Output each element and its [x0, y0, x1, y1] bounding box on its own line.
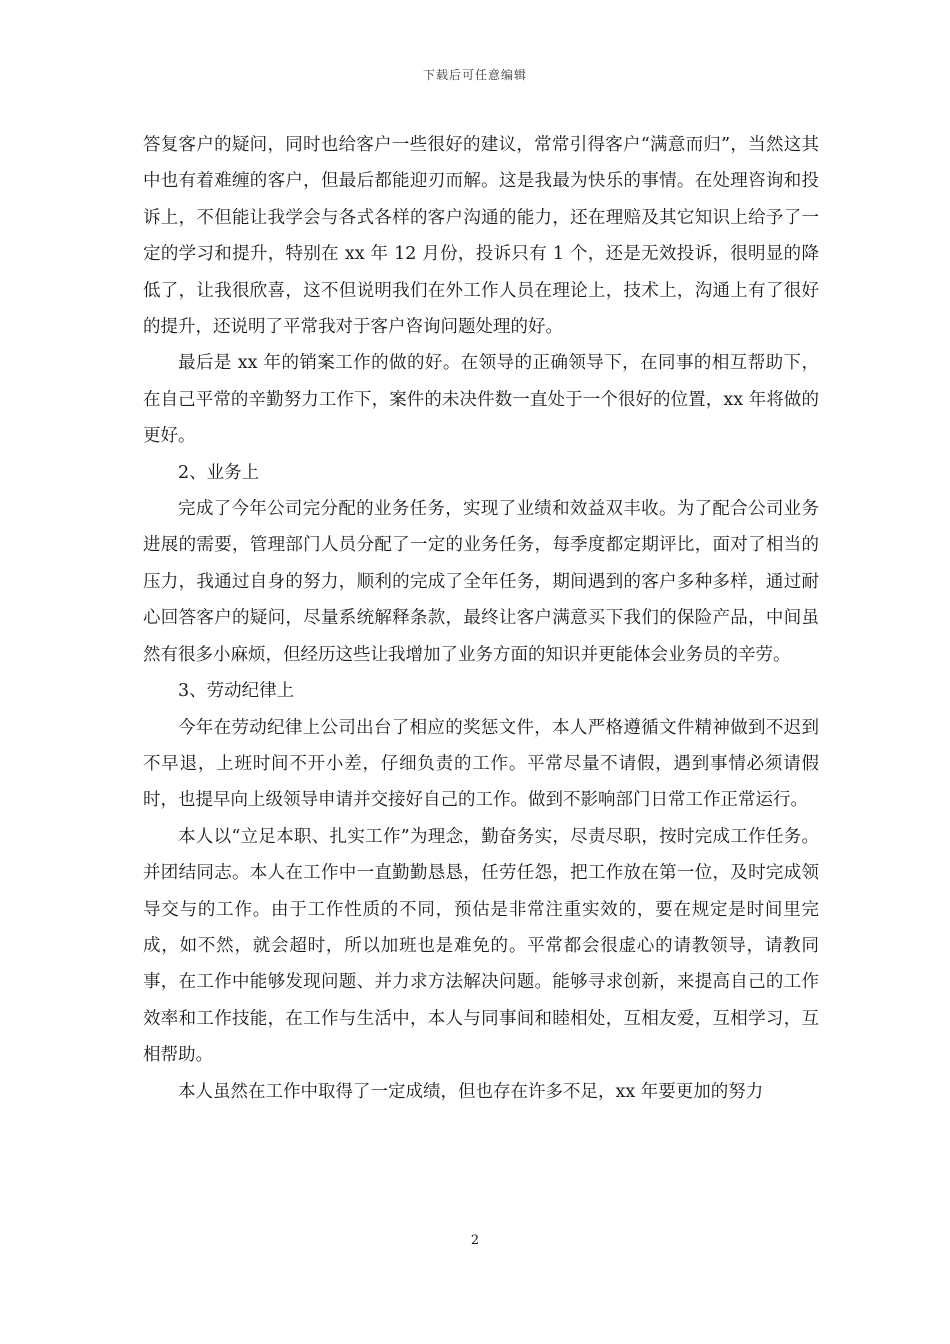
- paragraph-business: 完成了今年公司完分配的业务任务，实现了业绩和效益双丰收。为了配合公司业务进展的需要，管理部门人员分配了一定的业务任务，每季度都定期评比，面对了相当的压力，我通过自身的努力，顺利的完成了全年任务，期间遇到的客户多种多样，通过耐心回答客户的疑问，尽量系统解释条款，最终让客户满意买下我们的保险产品，中间虽然有很多小麻烦，但经历这些让我增加了业务方面的知识并更能体会业务员的辛劳。: [143, 499, 819, 665]
- document-body: [143, 127, 819, 1110]
- paragraph-case-closing: 最后是 xx 年的销案工作的做的好。在领导的正确领导下，在同事的相互帮助下，在自己平常的辛勤努力工作下，案件的未决件数一直处于一个很好的位置，xx 年将做的更好。: [143, 353, 819, 447]
- paragraph-work-attitude: 本人以“立足本职、扎实工作”为理念，勤奋务实，尽责尽职，按时完成工作任务。并团结同志。本人在工作中一直勤勤恳恳，任劳任怨，把工作放在第一位，及时完成领导交与的工作。由于工作性质的不同，预估是非常注重实效的，要在规定是时间里完成，如不然，就会超时，所以加班也是难免的。平常都会很虚心的请教领导，请教同事，在工作中能够发现问题、并力求方法解决问题。能够寻求创新，来提高自己的工作效率和工作技能，在工作与生活中，本人与同事间和睦相处，互相友爱，互相学习，互相帮助。: [143, 826, 819, 1066]
- section-heading-discipline: 3、劳动纪律上: [178, 681, 295, 702]
- page-number: 2: [470, 1233, 480, 1248]
- paragraph-complaint-handling: 答复客户的疑问，同时也给客户一些很好的建议，常常引得客户“满意而归”，当然这其中也有着难缠的客户，但最后都能迎刃而解。这是我最为快乐的事情。在处理咨询和投诉上，不但能让我学会与各式各样的客户沟通的能力，还在理赔及其它知识上给予了一定的学习和提升，特别在 xx 年 12 月份，投诉只有 1 个，还是无效投诉，很明显的降低了，让我很欣喜，这不但说明我们在外工作人员在理论上，技术上，沟通上有了很好的提升，还说明了平常我对于客户咨询问题处理的好。: [143, 135, 819, 338]
- paragraph-shortcomings: 本人虽然在工作中取得了一定成绩，但也存在许多不足，xx 年要更加的努力: [178, 1081, 764, 1102]
- paragraph-discipline: 今年在劳动纪律上公司出台了相应的奖惩文件，本人严格遵循文件精神做到不迟到不早退，上班时间不开小差，仔细负责的工作。平常尽量不请假，遇到事情必须请假时，也提早向上级领导申请并交接好自己的工作。做到不影响部门日常工作正常运行。: [143, 717, 819, 811]
- page-header: 下载后可任意编辑: [422, 68, 527, 82]
- section-heading-business: 2、业务上: [178, 462, 260, 483]
